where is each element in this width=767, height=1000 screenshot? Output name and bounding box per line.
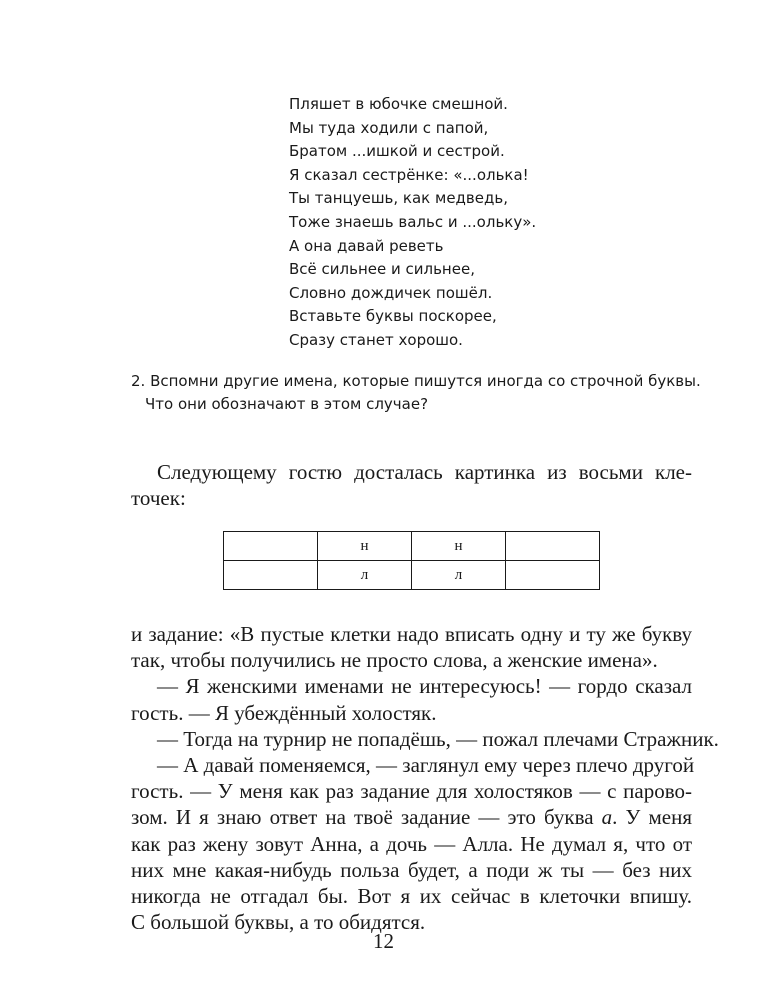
poem-line: Сразу станет хорошо.: [289, 330, 463, 349]
grid-row: [224, 561, 600, 590]
task-line: 2. Вспомни другие имена, которые пишутся иногда со строчной буквы.: [131, 372, 701, 390]
grid-cell: л: [412, 561, 506, 590]
text-line: гость. — У меня как раз задание для холостяков — с парово-: [131, 779, 692, 804]
poem-line: Словно дождичек пошёл.: [289, 283, 493, 302]
poem-line: А она давай реветь: [289, 236, 444, 255]
task-2: [131, 370, 701, 416]
letter-grid: [223, 531, 600, 590]
poem-line: Братом ...ишкой и сестрой.: [289, 142, 505, 161]
grid-cell: [224, 532, 318, 561]
grid-cell: [224, 561, 318, 590]
poem-line: Всё сильнее и сильнее,: [289, 260, 475, 279]
text-line: и задание: «В пустые клетки надо вписать одну и ту же букву: [131, 622, 692, 646]
grid-cell: н: [412, 532, 506, 561]
poem-line: Я сказал сестрёнке: «...олька!: [289, 165, 529, 184]
italic-letter: а: [601, 805, 613, 830]
text-line: гость. — Я убеждённый холостяк.: [131, 700, 437, 725]
grid-cell: [506, 532, 600, 561]
page-number: 12: [373, 929, 394, 953]
text-line: точек:: [131, 486, 186, 511]
text-segment: . У меня: [612, 805, 692, 830]
text-line: никогда не отгадал бы. Вот я их сейчас в клеточки впишу.: [131, 884, 692, 909]
text-line: Следующему гостю досталась картинка из восьми кле-: [157, 460, 692, 484]
story-paragraph: [131, 621, 719, 935]
text-line: как раз жену зовут Анна, а дочь — Алла. Не думал я, что от: [131, 831, 692, 856]
intro-paragraph: [131, 459, 692, 511]
grid-row: [224, 532, 600, 561]
poem-line: Ты танцуешь, как медведь,: [289, 189, 508, 208]
grid-cell: н: [318, 532, 412, 561]
poem: [289, 93, 536, 353]
poem-line: Пляшет в юбочке смешной.: [289, 95, 508, 113]
grid-cell: [506, 561, 600, 590]
poem-line: Вставьте буквы поскорее,: [289, 307, 497, 326]
poem-line: Мы туда ходили с папой,: [289, 118, 489, 137]
text-line: так, чтобы получились не просто слова, а женские имена».: [131, 648, 658, 673]
poem-line: Тоже знаешь вальс и ...ольку».: [289, 212, 537, 231]
text-line: [131, 804, 692, 830]
grid-cell: л: [318, 561, 412, 590]
text-segment: зом. И я знаю ответ на твоё задание — это буква: [131, 805, 594, 830]
text-line: — А давай поменяемся, — заглянул ему через плечо другой: [157, 753, 695, 778]
text-line: — Я женскими именами не интересуюсь! — гордо сказал: [157, 674, 692, 699]
text-line: них мне какая-нибудь польза будет, а поди ж ты — без них: [131, 857, 692, 882]
text-line: — Тогда на турнир не попадёшь, — пожал плечами Стражник.: [157, 726, 719, 751]
task-line: Что они обозначают в этом случае?: [145, 395, 429, 413]
text-line: С большой буквы, а то обидятся.: [131, 910, 426, 935]
